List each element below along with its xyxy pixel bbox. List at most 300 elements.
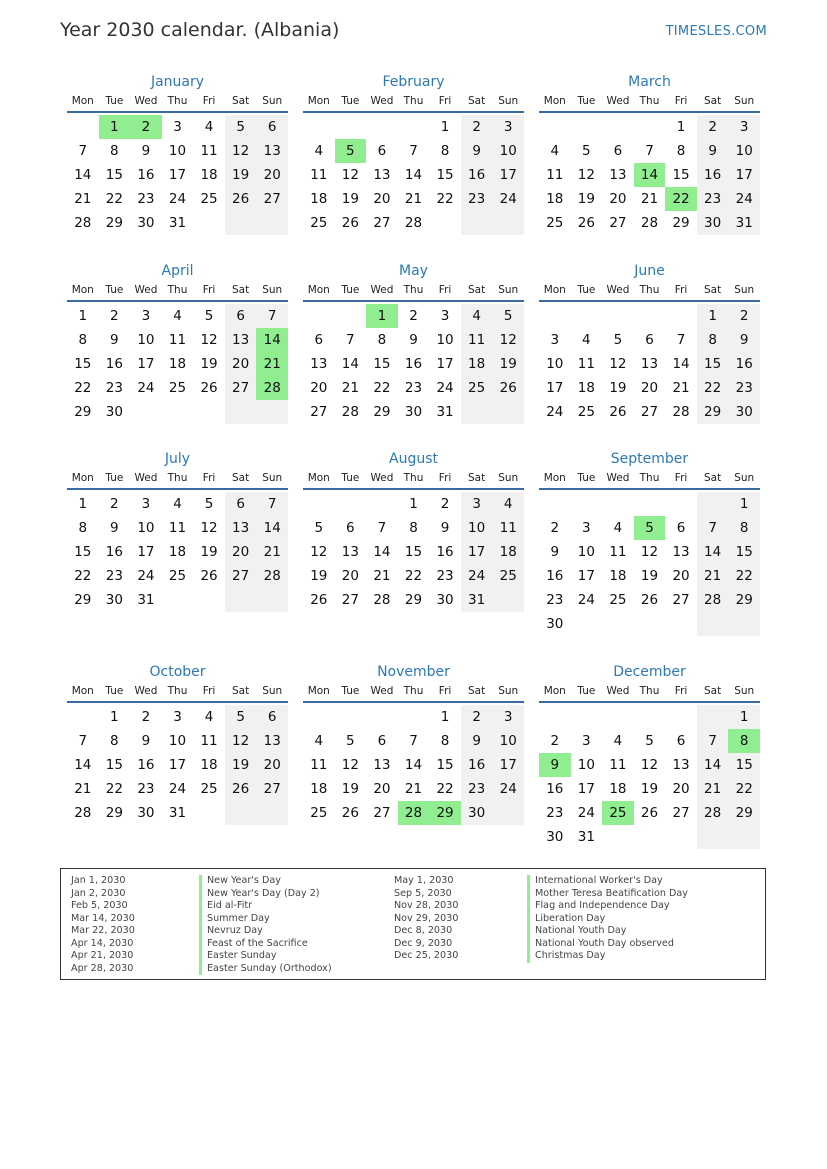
page-title: Year 2030 calendar. (Albania) [60, 19, 340, 41]
day-cell: 23 [137, 781, 155, 797]
empty-cell [398, 705, 430, 729]
weekday-label: Mon [71, 95, 94, 107]
empty-cell [539, 304, 571, 328]
day-cell: 15 [105, 757, 123, 773]
day-cell: 14 [74, 167, 92, 183]
day-cell: 8 [110, 143, 119, 159]
month-may [303, 260, 524, 424]
day-cell: 23 [105, 380, 123, 396]
day-cell: 19 [225, 163, 257, 187]
day-cell: 24 [168, 191, 187, 207]
day-cell: 6 [314, 332, 324, 348]
weekday-label: Tue [105, 284, 124, 296]
day-cell: 7 [645, 143, 654, 159]
day-cell: 8 [728, 729, 760, 753]
weekday-label: Fri [438, 284, 452, 296]
weekday-label: Fri [674, 284, 688, 296]
day-cell: 31 [577, 829, 595, 845]
empty-cell [634, 492, 666, 516]
day-cell: 13 [640, 356, 659, 372]
month-name: October [149, 664, 206, 680]
weekday-label: Thu [167, 685, 188, 697]
legend-holiday-name: New Year's Day (Day 2) [199, 888, 332, 901]
day-cell: 21 [74, 781, 92, 797]
day-cell: 27 [373, 215, 391, 231]
day-cell: 8 [697, 328, 729, 352]
weekday-label: Mon [307, 472, 330, 484]
day-cell: 19 [225, 753, 257, 777]
day-cell: 28 [404, 215, 423, 231]
legend-holiday-name: Mother Teresa Beatification Day [527, 888, 688, 901]
empty-cell [665, 612, 697, 636]
day-cell: 16 [697, 163, 729, 187]
day-cell: 6 [225, 304, 257, 328]
empty-cell [492, 400, 524, 424]
day-cell: 24 [461, 564, 493, 588]
day-cell: 3 [728, 115, 760, 139]
empty-cell [335, 492, 367, 516]
month-february [303, 71, 524, 235]
weekday-label: Thu [167, 95, 188, 107]
weekday-header [539, 470, 760, 490]
day-cell: 4 [314, 143, 324, 159]
day-cell: 2 [130, 115, 162, 139]
empty-cell [303, 492, 335, 516]
weekday-label: Fri [438, 472, 452, 484]
day-cell: 29 [105, 805, 123, 821]
day-cell: 5 [204, 308, 214, 324]
day-cell: 9 [110, 520, 119, 536]
day-cell: 26 [341, 805, 359, 821]
day-cell: 22 [404, 568, 423, 584]
weekday-label: Sat [468, 95, 486, 107]
day-cell: 25 [168, 568, 187, 584]
site-link[interactable]: TIMESLES.COM [665, 24, 767, 39]
day-cell: 12 [577, 167, 595, 183]
empty-cell [665, 705, 697, 729]
day-cell: 2 [110, 496, 119, 512]
day-cell: 7 [256, 304, 288, 328]
day-cell: 20 [310, 380, 328, 396]
month-january [67, 71, 288, 235]
day-grid [539, 492, 760, 636]
day-cell: 30 [546, 616, 564, 632]
day-grid [539, 115, 760, 235]
weekday-label: Mon [71, 472, 94, 484]
day-cell: 8 [78, 332, 88, 348]
day-cell: 12 [200, 332, 218, 348]
day-cell: 24 [492, 187, 524, 211]
empty-cell [728, 612, 760, 636]
weekday-label: Sun [734, 472, 755, 484]
day-cell: 2 [550, 520, 560, 536]
empty-cell [634, 612, 666, 636]
day-cell: 16 [461, 163, 493, 187]
weekday-label: Mon [307, 95, 330, 107]
weekday-label: Tue [341, 685, 360, 697]
day-cell: 1 [676, 119, 686, 135]
day-cell: 5 [582, 143, 591, 159]
weekday-label: Mon [71, 685, 94, 697]
day-cell: 16 [137, 757, 155, 773]
weekday-label: Tue [341, 284, 360, 296]
weekday-label: Thu [403, 284, 424, 296]
day-cell: 17 [577, 781, 595, 797]
day-cell: 11 [492, 516, 524, 540]
weekday-label: Tue [577, 685, 596, 697]
empty-cell [398, 115, 430, 139]
weekday-label: Sat [704, 685, 722, 697]
day-cell: 29 [74, 404, 92, 420]
day-cell: 26 [200, 380, 218, 396]
empty-cell [193, 588, 225, 612]
day-cell: 21 [672, 380, 690, 396]
weekday-label: Wed [134, 685, 158, 697]
legend-holiday-name: Summer Day [199, 913, 332, 926]
day-cell: 26 [640, 805, 659, 821]
day-cell: 29 [728, 801, 760, 825]
day-cell: 26 [492, 376, 524, 400]
day-cell: 8 [377, 332, 387, 348]
empty-cell [571, 705, 603, 729]
day-cell: 22 [105, 781, 123, 797]
weekday-label: Sat [704, 472, 722, 484]
weekday-header [303, 683, 524, 703]
day-cell: 11 [168, 332, 187, 348]
day-cell: 25 [546, 215, 564, 231]
weekday-header [303, 470, 524, 490]
day-cell: 28 [74, 805, 92, 821]
empty-cell [335, 705, 367, 729]
day-grid [67, 492, 288, 612]
day-cell: 20 [609, 191, 627, 207]
day-cell: 5 [613, 332, 623, 348]
month-name: November [377, 664, 450, 680]
day-cell: 28 [74, 215, 92, 231]
month-july [67, 448, 288, 612]
day-cell: 18 [200, 757, 218, 773]
day-cell: 12 [200, 520, 218, 536]
empty-cell [193, 400, 225, 424]
day-cell: 11 [461, 328, 493, 352]
day-cell: 24 [137, 568, 155, 584]
day-cell: 22 [74, 568, 92, 584]
day-cell: 13 [256, 729, 288, 753]
day-grid [539, 705, 760, 849]
legend-holiday-name: Eid al-Fitr [199, 900, 332, 913]
day-cell: 16 [461, 753, 493, 777]
day-cell: 15 [74, 544, 92, 560]
weekday-label: Wed [606, 472, 630, 484]
empty-cell [256, 801, 288, 825]
day-cell: 10 [137, 520, 155, 536]
weekday-label: Thu [639, 685, 660, 697]
day-cell: 20 [256, 753, 288, 777]
month-name: September [610, 451, 689, 467]
day-cell: 18 [546, 191, 564, 207]
weekday-label: Tue [341, 472, 360, 484]
empty-cell [303, 304, 335, 328]
day-cell: 29 [672, 215, 690, 231]
empty-cell [492, 211, 524, 235]
day-cell: 21 [697, 564, 729, 588]
weekday-header [67, 282, 288, 302]
day-cell: 18 [577, 380, 595, 396]
day-cell: 17 [137, 544, 155, 560]
empty-cell [193, 211, 225, 235]
weekday-label: Fri [674, 95, 688, 107]
empty-cell [697, 492, 729, 516]
day-cell: 24 [492, 777, 524, 801]
day-cell: 27 [373, 805, 391, 821]
day-cell: 28 [341, 404, 359, 420]
day-cell: 6 [613, 143, 623, 159]
day-cell: 11 [546, 167, 564, 183]
day-cell: 19 [577, 191, 595, 207]
day-cell: 1 [409, 496, 418, 512]
day-grid [67, 115, 288, 235]
day-cell: 2 [728, 304, 760, 328]
day-cell: 4 [204, 119, 214, 135]
day-cell: 14 [341, 356, 359, 372]
day-cell: 22 [665, 187, 697, 211]
day-cell: 20 [256, 163, 288, 187]
day-cell: 8 [409, 520, 418, 536]
weekday-label: Mon [543, 95, 566, 107]
weekday-header [67, 93, 288, 113]
weekday-label: Sun [734, 284, 755, 296]
day-cell: 29 [697, 400, 729, 424]
day-cell: 23 [461, 187, 493, 211]
day-cell: 26 [640, 592, 659, 608]
day-cell: 12 [341, 757, 359, 773]
day-grid [303, 705, 524, 825]
weekday-label: Fri [202, 284, 216, 296]
weekday-label: Mon [543, 685, 566, 697]
day-cell: 14 [404, 167, 423, 183]
day-grid [303, 304, 524, 424]
weekday-label: Sun [498, 95, 519, 107]
legend-date: Feb 5, 2030 [71, 900, 128, 911]
day-cell: 26 [200, 568, 218, 584]
empty-cell [303, 705, 335, 729]
day-grid [303, 492, 524, 612]
day-cell: 27 [225, 376, 257, 400]
day-cell: 31 [461, 588, 493, 612]
day-cell: 18 [310, 191, 328, 207]
day-cell: 23 [697, 187, 729, 211]
weekday-label: Sat [704, 284, 722, 296]
day-cell: 12 [609, 356, 627, 372]
day-cell: 25 [310, 215, 328, 231]
legend-date: Mar 14, 2030 [71, 912, 135, 924]
day-cell: 13 [373, 757, 391, 773]
weekday-label: Fri [438, 95, 452, 107]
day-cell: 23 [546, 805, 564, 821]
day-cell: 16 [404, 356, 423, 372]
day-cell: 22 [74, 380, 92, 396]
weekday-header [67, 470, 288, 490]
legend-date: Apr 21, 2030 [71, 950, 134, 961]
weekday-header [67, 683, 288, 703]
weekday-label: Tue [577, 284, 596, 296]
day-cell: 12 [225, 729, 257, 753]
day-cell: 10 [436, 332, 454, 348]
day-cell: 2 [409, 308, 418, 324]
legend-holiday-name: National Youth Day [527, 925, 688, 938]
day-cell: 22 [373, 380, 391, 396]
day-cell: 22 [436, 781, 454, 797]
day-cell: 11 [609, 544, 627, 560]
weekday-header [539, 683, 760, 703]
day-cell: 10 [492, 139, 524, 163]
day-cell: 17 [492, 753, 524, 777]
day-cell: 14 [74, 757, 92, 773]
day-cell: 2 [461, 705, 493, 729]
day-cell: 4 [204, 709, 214, 725]
legend-date: Jan 2, 2030 [71, 887, 126, 899]
day-cell: 24 [546, 404, 564, 420]
day-cell: 9 [550, 544, 560, 560]
day-cell: 27 [341, 592, 359, 608]
day-cell: 16 [105, 544, 123, 560]
day-cell: 20 [640, 380, 659, 396]
weekday-label: Thu [167, 472, 188, 484]
day-cell: 8 [676, 143, 686, 159]
day-cell: 17 [546, 380, 564, 396]
empty-cell [571, 492, 603, 516]
empty-cell [303, 115, 335, 139]
day-cell: 18 [168, 356, 187, 372]
day-cell: 9 [141, 733, 151, 749]
day-cell: 12 [341, 167, 359, 183]
day-cell: 25 [461, 376, 493, 400]
day-cell: 14 [672, 356, 690, 372]
weekday-label: Sat [468, 472, 486, 484]
weekday-label: Tue [341, 95, 360, 107]
day-cell: 4 [461, 304, 493, 328]
day-cell: 1 [366, 304, 398, 328]
day-cell: 26 [225, 187, 257, 211]
day-cell: 19 [640, 568, 659, 584]
day-cell: 18 [492, 540, 524, 564]
day-cell: 6 [346, 520, 355, 536]
empty-cell [634, 825, 666, 849]
month-name: February [382, 74, 445, 90]
day-cell: 11 [310, 167, 328, 183]
day-cell: 7 [78, 733, 88, 749]
day-cell: 1 [728, 492, 760, 516]
day-cell: 29 [105, 215, 123, 231]
day-cell: 25 [200, 781, 218, 797]
day-cell: 30 [546, 829, 564, 845]
day-cell: 2 [440, 496, 450, 512]
day-cell: 18 [609, 568, 627, 584]
day-cell: 9 [728, 328, 760, 352]
weekday-label: Wed [370, 685, 394, 697]
day-cell: 1 [99, 115, 131, 139]
day-cell: 9 [697, 139, 729, 163]
day-cell: 1 [440, 709, 450, 725]
month-march [539, 71, 760, 235]
weekday-label: Wed [370, 472, 394, 484]
empty-cell [697, 705, 729, 729]
day-cell: 27 [225, 564, 257, 588]
day-cell: 13 [373, 167, 391, 183]
day-cell: 3 [492, 705, 524, 729]
day-cell: 10 [546, 356, 564, 372]
empty-cell [602, 304, 634, 328]
empty-cell [256, 588, 288, 612]
day-cell: 22 [728, 564, 760, 588]
weekday-label: Fri [202, 95, 216, 107]
day-cell: 19 [310, 568, 328, 584]
day-cell: 6 [676, 520, 686, 536]
day-cell: 29 [429, 801, 461, 825]
day-cell: 1 [110, 709, 119, 725]
empty-cell [130, 400, 162, 424]
day-cell: 16 [105, 356, 123, 372]
day-cell: 29 [404, 592, 423, 608]
weekday-label: Mon [71, 284, 94, 296]
weekday-label: Wed [134, 95, 158, 107]
empty-cell [539, 115, 571, 139]
month-name: January [150, 74, 205, 90]
day-cell: 7 [409, 143, 418, 159]
weekday-label: Sat [468, 685, 486, 697]
day-cell: 4 [173, 496, 182, 512]
day-cell: 13 [225, 328, 257, 352]
day-cell: 9 [461, 729, 493, 753]
day-cell: 11 [168, 520, 187, 536]
day-cell: 5 [225, 705, 257, 729]
day-cell: 15 [728, 540, 760, 564]
day-cell: 14 [373, 544, 391, 560]
day-cell: 10 [461, 516, 493, 540]
month-october [67, 661, 288, 825]
day-cell: 30 [404, 404, 423, 420]
empty-cell [602, 492, 634, 516]
weekday-label: Mon [543, 284, 566, 296]
day-cell: 26 [577, 215, 595, 231]
day-cell: 20 [341, 568, 359, 584]
day-cell: 3 [492, 115, 524, 139]
day-cell: 23 [137, 191, 155, 207]
day-cell: 26 [341, 215, 359, 231]
day-cell: 1 [78, 496, 88, 512]
day-cell: 10 [168, 143, 187, 159]
day-cell: 5 [645, 733, 654, 749]
empty-cell [366, 492, 398, 516]
day-cell: 13 [256, 139, 288, 163]
day-cell: 13 [672, 544, 690, 560]
month-name: August [389, 451, 438, 467]
day-cell: 15 [404, 544, 423, 560]
empty-cell [225, 400, 257, 424]
day-cell: 6 [256, 705, 288, 729]
legend-holiday-name: Flag and Independence Day [527, 900, 688, 913]
weekday-label: Wed [606, 685, 630, 697]
month-august [303, 448, 524, 612]
day-cell: 5 [204, 496, 214, 512]
day-cell: 17 [577, 568, 595, 584]
day-cell: 9 [539, 753, 571, 777]
day-cell: 3 [173, 119, 182, 135]
day-cell: 26 [310, 592, 328, 608]
empty-cell [461, 211, 493, 235]
day-cell: 10 [492, 729, 524, 753]
weekday-label: Sun [262, 472, 283, 484]
